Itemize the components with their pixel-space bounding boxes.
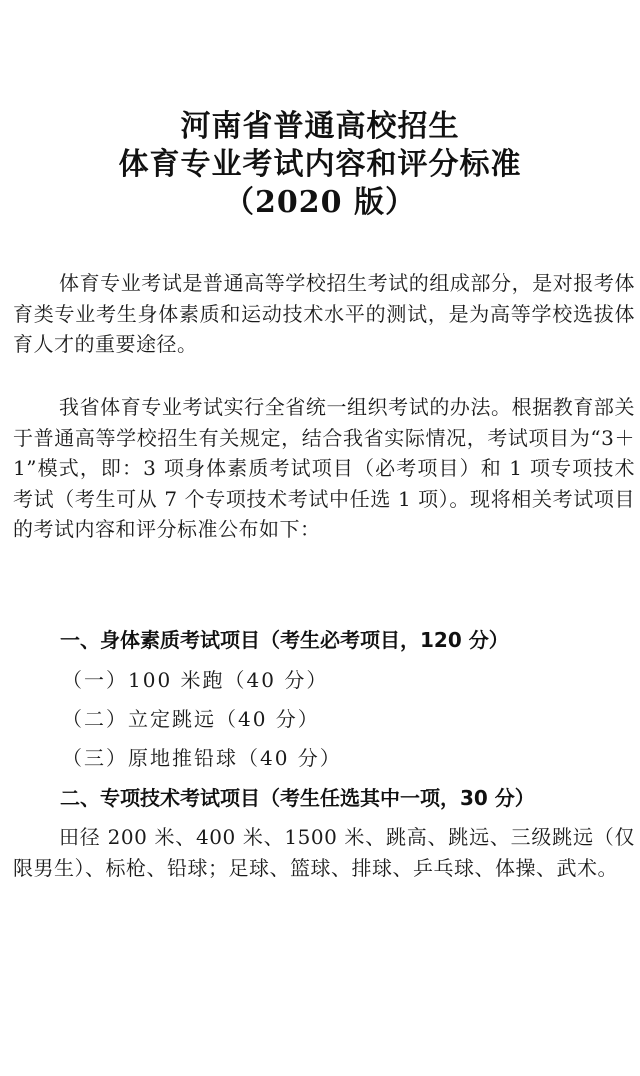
special-skills-list-paragraph: 田径 200 米、400 米、1500 米、跳高、跳远、三级跳远（仅限男生）、标枪、铅球；足球、篮球、排球、乒乓球、体操、武术。 — [13, 825, 635, 880]
exam-mode-paragraph: 我省体育专业考试实行全省统一组织考试的办法。根据教育部关于普通高等学校招生有关规定，结合我省实际情况，考试项目为“3＋1”模式，即：3 项身体素质考试项目（必考项目）和 1 项专项技术考试（考生可从 7 个专项技术考试中任选 1 项）。现将相关考试项目的考试内容和评分标准公布如下： — [13, 395, 635, 541]
intro-paragraph: 体育专业考试是普通高等学校招生考试的组成部分，是对报考体育类专业考生身体素质和运动技术水平的测试，是为高等学校选拔体育人才的重要途径。 — [13, 271, 635, 356]
sub-item-shot-put: （三）原地推铅球（40 分） — [62, 746, 342, 770]
sub-item-standing-long-jump: （二）立定跳远（40 分） — [62, 707, 320, 731]
section-heading-special-skills: 二、专项技术考试项目（考生任选其中一项，30 分） — [60, 786, 535, 810]
section-heading-physical-fitness: 一、身体素质考试项目（考生必考项目，120 分） — [60, 628, 509, 652]
sub-item-100m-run: （一）100 米跑（40 分） — [62, 668, 329, 692]
document-title-edition: （2020 版） — [224, 185, 416, 220]
document-title-line-2: 体育专业考试内容和评分标准 — [118, 147, 522, 182]
document-title-line-1: 河南省普通高校招生 — [180, 109, 460, 144]
